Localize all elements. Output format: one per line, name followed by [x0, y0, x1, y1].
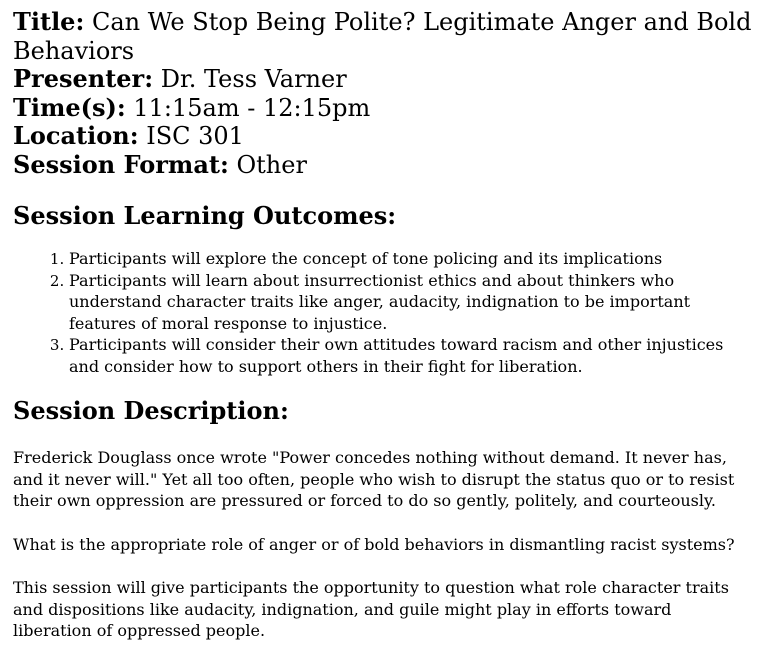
presenter-label: Presenter: — [13, 64, 154, 93]
location-label: Location: — [13, 121, 139, 150]
location-line — [13, 122, 754, 151]
outcomes-heading: Session Learning Outcomes: — [13, 201, 397, 230]
session-meta — [13, 8, 754, 179]
time-label: Time(s): — [13, 92, 126, 122]
format-value: Other — [236, 150, 307, 179]
title-value: Can We Stop Being Polite? Legitimate Anger and Bold Behaviors — [13, 8, 752, 65]
time-line — [13, 94, 754, 123]
time-value: 11:15am - 12:15pm — [133, 93, 371, 122]
description-paragraph: Frederick Douglass once wrote "Power concedes nothing without demand. It never has, and it never will." Yet all too often, people who wish to disrupt the status quo or to resist their own oppression are pressured or forced to do so gently, politely, and courteously. — [13, 448, 735, 510]
title-label: Title: — [13, 7, 85, 36]
outcome-item: 3. Participants will consider their own attitudes toward racism and other injustices and consider how to support others in their fight for liberation. — [69, 334, 754, 377]
title-line — [13, 8, 754, 65]
description-paragraph: This session will give participants the opportunity to question what role character traits and dispositions like audacity, indignation, and guile might play in efforts toward liberation of oppressed people. — [13, 578, 729, 640]
outcomes-list — [13, 248, 754, 377]
format-line — [13, 151, 754, 180]
presenter-line — [13, 65, 754, 94]
outcome-item: 2. Participants will learn about insurrectionist ethics and about thinkers who understand character traits like anger, audacity, indignation to be important features of moral response to injustice. — [69, 270, 754, 335]
presenter-value: Dr. Tess Varner — [160, 65, 347, 93]
location-value: ISC 301 — [146, 122, 244, 150]
description-heading: Session Description: — [13, 396, 289, 425]
format-label: Session Format: — [13, 149, 229, 179]
description-paragraph: What is the appropriate role of anger or of bold behaviors in dismantling racist systems? — [13, 534, 735, 554]
outcome-item: 1. Participants will explore the concept of tone policing and its implications — [69, 248, 754, 270]
